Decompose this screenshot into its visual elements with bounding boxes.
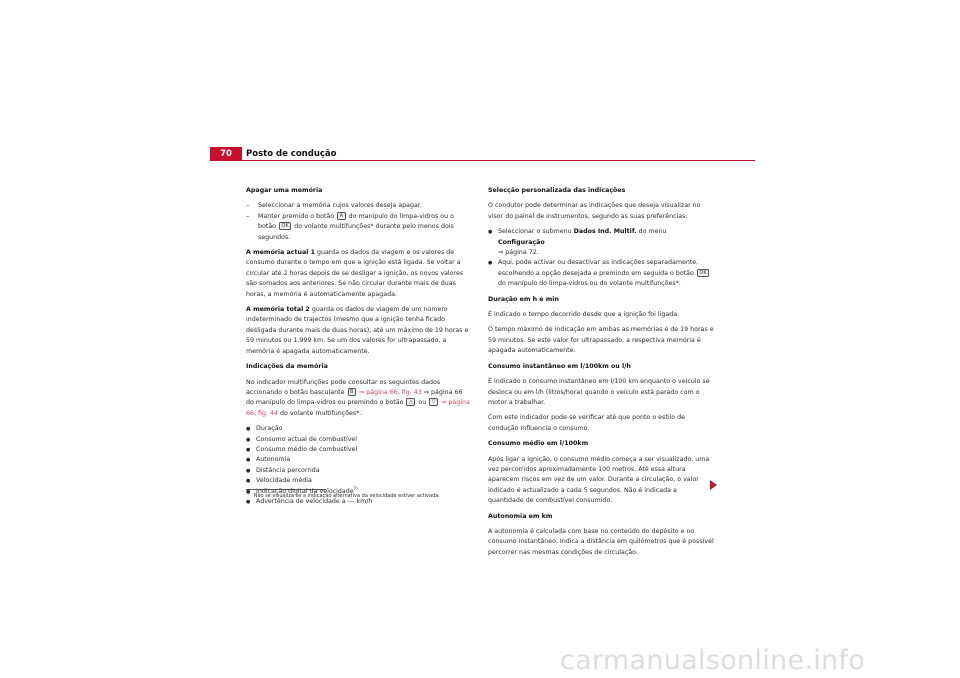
heading-consumo-medio: Consumo médio em l/100km: [488, 440, 589, 448]
key-b-icon: B: [348, 388, 356, 396]
list-item: ● Seleccionar o submenu Dados Ind. Multif. do menu Configuração ⇒ página 72.: [488, 227, 714, 258]
page-title: Posto de condução: [246, 149, 337, 159]
dash-item: – Seleccionar a memória cujos valores deseja apagar.: [246, 201, 472, 211]
footnote: $^{7)}$ Não se visualiza se a indicação alternativa da velocidade estiver activada.: [246, 491, 440, 499]
list-item: ● Advertência de velocidade a --- km/h: [246, 497, 472, 507]
key-a-icon: A: [337, 212, 345, 220]
list-item: ● Aqui, pode activar ou desactivar as indicações separadamente, escolhendo a opção desejada e premindo em seguida o botão OK do manípulo do limpa-vidros ou do volante multifunções*.: [488, 258, 714, 289]
paragraph: É indicado o tempo decorrido desde que a ignição foi ligada.: [488, 311, 680, 319]
list-item: ● Autonomia: [246, 455, 472, 465]
right-column: [488, 186, 714, 563]
page-link[interactable]: ⇒ página 66, fig. 44: [246, 399, 470, 417]
paragraph-indicacoes: No indicador multifunções pode consultar os seguintes dados accionando o botão basculante B ⇒ página 66, fig. 43 ⇒ página 66 do manípulo do limpa-vidros ou premindo o botão △ ou ▽ ⇒ página 66, fig. 44 do volante multifunções*.: [246, 378, 470, 417]
heading-indicacoes-memoria: Indicações da memória: [246, 363, 328, 371]
paragraph: É indicado o consumo instantâneo em l/100 km enquanto o veículo se desloca ou em l/h (litros/hora) quando o veículo está parado com o motor a trabalhar.: [488, 378, 710, 406]
heading-autonomia: Autonomia em km: [488, 512, 553, 520]
paragraph: O condutor pode determinar as indicações que deseja visualizar no visor do painel de instrumentos, segundo as suas preferências:: [488, 202, 701, 220]
list-item: ● Distância percorrida: [246, 466, 472, 476]
paragraph: A autonomia é calculada com base no conteúdo do depósito e no consumo instantâneo. Indica a distância em quilómetros que é possível percorrer nas mesmas condições de circulação.: [488, 527, 714, 556]
key-ok-icon: OK: [279, 222, 291, 230]
dash-list: [246, 201, 472, 243]
heading-seleccao: Selecção personalizada das indicações: [488, 187, 626, 194]
key-down-icon: ▽: [429, 398, 438, 406]
footnote-ref: 7): [353, 485, 358, 491]
key-ok-icon: OK: [697, 269, 709, 277]
page-link[interactable]: ⇒ página 66, fig. 43: [358, 388, 422, 396]
key-up-icon: △: [406, 398, 415, 406]
paragraph: Após ligar a ignição, o consumo médio começa a ser visualizado, uma vez percorridos aproximadamente 100 metros. Até essa altura aparecem riscos em vez de um valor. Durante a circulação, o valor indicado é actualizado a cada 5 segundos. Não é indicada a quantidade de combustível consumido.: [488, 455, 710, 505]
next-page-arrow-icon[interactable]: [710, 480, 717, 490]
heading-duracao: Duração em h e min: [488, 295, 559, 303]
footnote-rule: [246, 489, 326, 490]
paragraph: Com este indicador pode-se verificar até que ponto o estilo de condução influencia o consumo.: [488, 414, 686, 432]
watermark: carmanualsonline.info: [560, 645, 866, 676]
heading-apagar-memoria: Apagar uma memória: [246, 187, 323, 194]
paragraph-memoria-total: A memória total 2 guarda os dados de viagem de um número indeterminado de trajectos (mesmo que a ignição tenha ficado desligada durante mais de duas horas), até um máximo de 19 horas e 59 minutos ou 1.999 km. Se um dos valores for ultrapassado, a memória é apagada automaticamente.: [246, 306, 469, 355]
paragraph: O tempo máximo de indicação em ambas as memórias é de 19 horas e 59 minutos. Se este valor for ultrapassado, a respectiva memória é apagada automaticamente.: [488, 326, 714, 355]
list-item: ● Consumo médio de combustível: [246, 445, 472, 455]
list-item: ● Indicação digital da velocidade$^{7)}$: [246, 487, 472, 497]
left-column: [246, 186, 472, 507]
header-rule: [210, 160, 755, 161]
bullet-list: [488, 227, 714, 289]
paragraph-memoria-actual: A memória actual 1 guarda os dados da viagem e os valores de consumo durante o tempo em que a ignição está ligada. Se voltar a circular até 2 horas depois de se desligar a ignição, os novos valores são somados aos anteriores. Se não circular durante mais de duas horas, a memória é automaticamente apagada.: [246, 249, 464, 298]
list-item: ● Consumo actual de combustível: [246, 435, 472, 445]
page-number: 70: [210, 147, 242, 161]
list-item: ● Duração: [246, 424, 472, 434]
list-item: ● Velocidade média: [246, 476, 472, 486]
heading-consumo-instantaneo: Consumo instantâneo em l/100km ou l/h: [488, 362, 631, 370]
dash-item: – Manter premido o botão A do manípulo do limpa-vidros ou o botão OK do volante multifunções* durante pelo menos dois segundos.: [246, 212, 472, 243]
